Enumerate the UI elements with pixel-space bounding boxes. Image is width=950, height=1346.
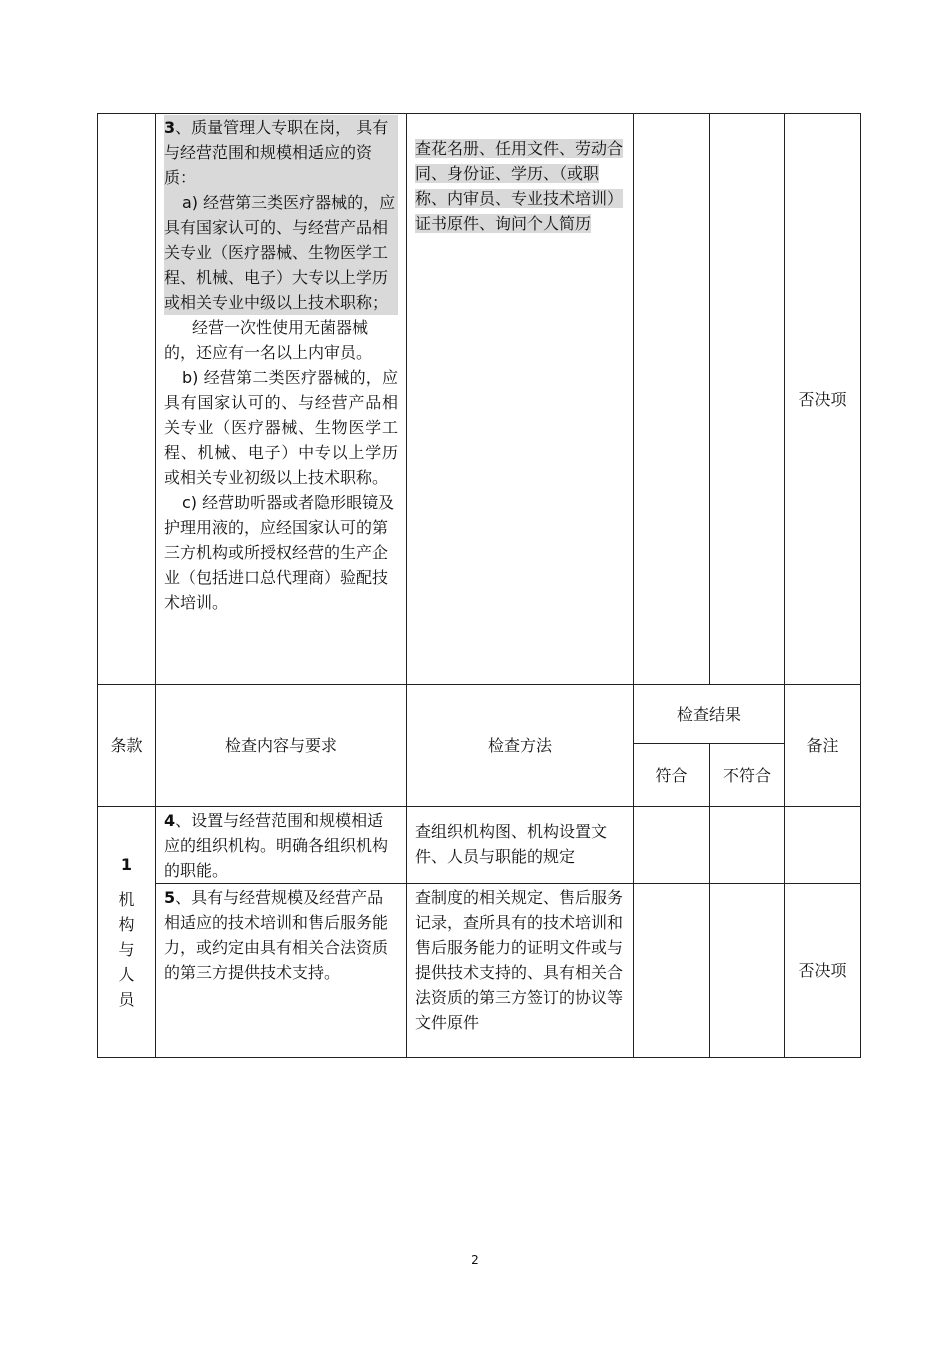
section-title: 机 构 与 人 员 — [118, 890, 135, 1009]
header-clause: 条款 — [98, 685, 156, 807]
page-number: 2 — [471, 1253, 479, 1267]
header-remark: 备注 — [785, 685, 861, 807]
method-cell — [407, 807, 634, 884]
section-number: 1 — [120, 855, 133, 874]
header-result: 检查结果 — [634, 685, 785, 744]
item-number: 3 — [164, 118, 176, 137]
item-3-sterile: 经营一次性使用无菌器械的，还应有一名以上内审员。 — [164, 318, 373, 362]
header-nonconform: 不符合 — [710, 744, 785, 807]
method-cell — [407, 114, 634, 685]
item-3-b: b) 经营第二类医疗器械的，应具有国家认可的、与经营产品相关专业（医疗器械、生物医学工程、机械、电子）中专以上学历或相关专业初级以上技术职称。 — [164, 368, 398, 487]
remark-text: 否决项 — [798, 389, 847, 409]
nonconform-cell — [710, 807, 785, 884]
conform-cell — [634, 807, 710, 884]
remark-cell — [785, 114, 861, 685]
header-content: 检查内容与要求 — [156, 685, 407, 807]
nonconform-cell — [710, 114, 785, 685]
method-text: 查组织机构图、机构设置文件、人员与职能的规定 — [415, 822, 608, 866]
content-cell — [156, 807, 407, 884]
header-conform: 符合 — [634, 744, 710, 807]
content-cell — [156, 114, 407, 685]
method-text: 查花名册、任用文件、劳动合同、身份证、学历、（或职称、内审员、专业技术培训）证书原件、询问个人简历 — [415, 139, 624, 233]
header-method: 检查方法 — [407, 685, 634, 807]
table-row — [98, 884, 861, 1058]
table-row — [98, 807, 861, 884]
item-number: 4 — [164, 811, 176, 830]
remark-cell — [785, 807, 861, 884]
section-cell — [98, 807, 156, 1058]
item-4-text: 、设置与经营范围和规模相适应的组织机构。明确各组织机构的职能。 — [164, 811, 389, 880]
conform-cell — [634, 884, 710, 1058]
remark-cell — [785, 884, 861, 1058]
conform-cell — [634, 114, 710, 685]
inspection-table — [97, 113, 861, 1058]
item-5-text: 、具有与经营规模及经营产品相适应的技术培训和售后服务能力，或约定由具有相关合法资质的第三方提供技术支持。 — [164, 888, 389, 982]
item-3-a: a) 经营第三类医疗器械的，应具有国家认可的、与经营产品相关专业（医疗器械、生物医学工程、机械、电子）大专以上学历或相关专业中级以上技术职称； — [164, 190, 398, 315]
item-3-heading: 3、质量管理人专职在岗， 具有与经营范围和规模相适应的资质： — [164, 115, 398, 190]
header-row — [98, 685, 861, 744]
table-row — [98, 114, 861, 685]
content-cell — [156, 884, 407, 1058]
nonconform-cell — [710, 884, 785, 1058]
clause-cell — [98, 114, 156, 685]
item-3-c: c) 经营助听器或者隐形眼镜及护理用液的，应经国家认可的第三方机构或所授权经营的生产企业（包括进口总代理商）验配技术培训。 — [164, 493, 395, 612]
item-number: 5 — [164, 888, 176, 907]
method-text: 查制度的相关规定、售后服务记录，查所具有的技术培训和售后服务能力的证明文件或与提供技术支持的、具有相关合法资质的第三方签订的协议等文件原件 — [415, 888, 624, 1032]
method-cell — [407, 884, 634, 1058]
remark-text: 否决项 — [798, 961, 847, 980]
